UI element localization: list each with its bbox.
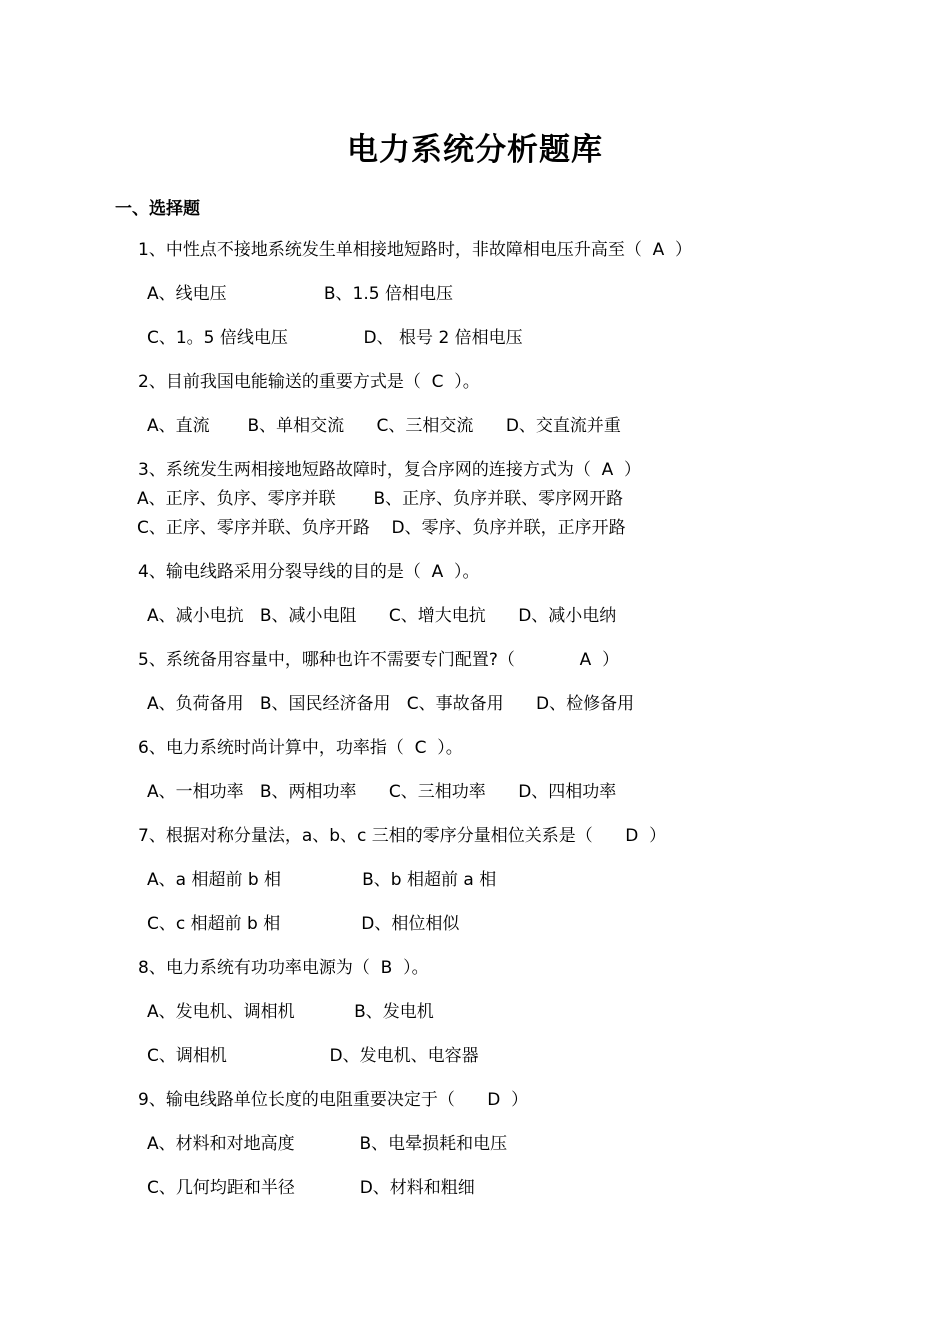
question-options: A、a 相超前 b 相 B、b 相超前 a 相 [147, 870, 497, 890]
question-1 [0, 236, 950, 368]
question-stem: 7、根据对称分量法，a、b、c 三相的零序分量相位关系是（ D ） [138, 826, 667, 846]
question-options: C、1。5 倍线电压 D、 根号 2 倍相电压 [147, 328, 523, 348]
page-title: 电力系统分析题库 [347, 132, 603, 168]
question-7 [0, 822, 950, 954]
question-options: C、调相机 D、发电机、电容器 [147, 1046, 479, 1066]
question-5 [0, 646, 950, 734]
question-options: A、线电压 B、1.5 倍相电压 [147, 284, 453, 304]
question-options: A、发电机、调相机 B、发电机 [147, 1002, 434, 1022]
question-stem: 4、输电线路采用分裂导线的目的是（ A ）。 [138, 562, 480, 582]
question-options: C、几何均距和半径 D、材料和粗细 [147, 1178, 475, 1198]
question-options: C、c 相超前 b 相 D、相位相似 [147, 914, 460, 934]
question-stem: 1、中性点不接地系统发生单相接地短路时，非故障相电压升高至（ A ） [138, 240, 693, 260]
question-4 [0, 558, 950, 646]
question-stem: 6、电力系统时尚计算中，功率指（ C ）。 [138, 738, 463, 758]
question-3 [0, 456, 950, 558]
question-stem: 3、系统发生两相接地短路故障时，复合序网的连接方式为（ A ） [138, 460, 642, 480]
question-2 [0, 368, 950, 456]
question-6 [0, 734, 950, 822]
question-options: A、正序、负序、零序并联 B、正序、负序并联、零序网开路 [137, 489, 624, 509]
question-9 [0, 1086, 950, 1203]
question-options: A、材料和对地高度 B、电晕损耗和电压 [147, 1134, 508, 1154]
question-options: A、一相功率 B、两相功率 C、三相功率 D、四相功率 [147, 782, 617, 802]
question-options: A、负荷备用 B、国民经济备用 C、事故备用 D、检修备用 [147, 694, 635, 714]
question-options: C、正序、零序并联、负序开路 D、零序、负序并联，正序开路 [137, 518, 626, 538]
question-stem: 8、电力系统有功功率电源为（ B ）。 [138, 958, 429, 978]
question-8 [0, 954, 950, 1086]
question-stem: 5、系统备用容量中，哪种也许不需要专门配置?（ A ） [138, 650, 620, 670]
question-list [0, 236, 950, 1203]
question-options: A、减小电抗 B、减小电阻 C、增大电抗 D、减小电纳 [147, 606, 617, 626]
question-options: A、直流 B、单相交流 C、三相交流 D、交直流并重 [147, 416, 621, 436]
section-heading: 一、选择题 [115, 199, 200, 219]
question-stem: 2、目前我国电能输送的重要方式是（ C ）。 [138, 372, 480, 392]
question-stem: 9、输电线路单位长度的电阻重要决定于（ D ） [138, 1090, 529, 1110]
